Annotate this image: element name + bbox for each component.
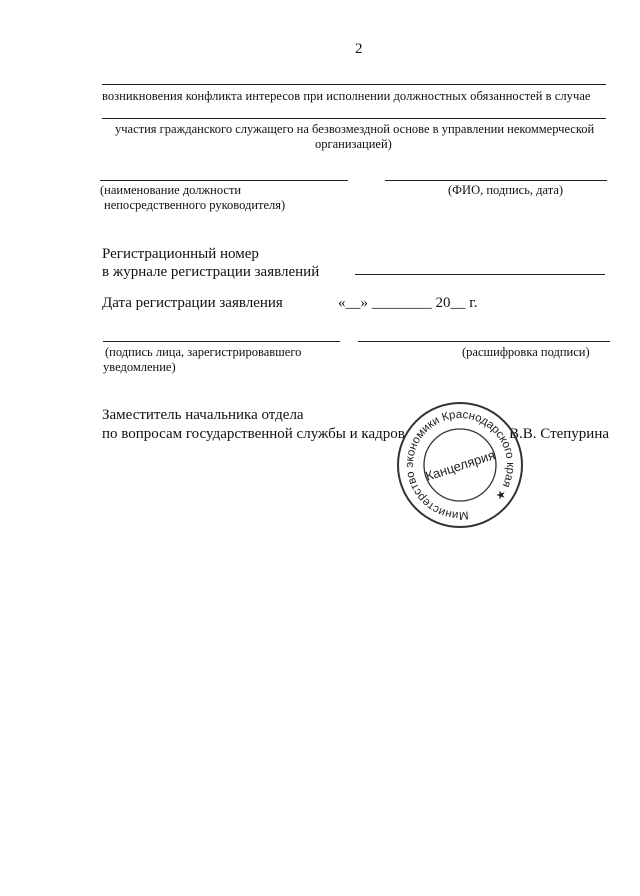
manager-fio-caption: (ФИО, подпись, дата) xyxy=(448,183,564,197)
registrar-signature-line xyxy=(103,341,340,342)
manager-position-caption: (наименование должности xyxy=(100,183,242,197)
page-number: 2 xyxy=(355,41,363,57)
signer-name: В.В. Степурина xyxy=(509,426,610,442)
form-text-line-3: организацией) xyxy=(315,137,392,151)
form-text-line-1: возникновения конфликта интересов при исполнении должностных обязанностей в случае xyxy=(102,89,591,103)
form-text-line-2: участия гражданского служащего на безвозмездной основе в управлении некоммерческой xyxy=(115,122,595,136)
manager-position-line xyxy=(100,180,348,181)
registrar-caption-2: уведомление) xyxy=(103,360,176,374)
reg-number-label-2: в журнале регистрации заявлений xyxy=(102,264,320,280)
decode-line xyxy=(358,341,610,342)
stamp-center-text: Канцелярия xyxy=(423,447,497,484)
manager-position-caption-2: непосредственного руководителя) xyxy=(104,198,286,212)
reg-number-line xyxy=(355,274,605,275)
rule-line-2 xyxy=(102,118,606,119)
registrar-caption: (подпись лица, зарегистрировавшего xyxy=(105,345,302,359)
reg-date-label: Дата регистрации заявления xyxy=(102,295,283,311)
signer-title: Заместитель начальника отдела xyxy=(102,407,304,423)
reg-date-value: «__» ________ 20__ г. xyxy=(338,295,478,311)
manager-fio-line xyxy=(385,180,607,181)
rule-line-1 xyxy=(102,84,606,85)
signer-title-2: по вопросам государственной службы и кадров xyxy=(102,426,405,442)
office-stamp xyxy=(395,400,525,530)
decode-caption: (расшифровка подписи) xyxy=(462,345,590,359)
stamp-ring-text: Министерство экономики Краснодарского края ★ xyxy=(403,408,517,522)
reg-number-label: Регистрационный номер xyxy=(102,246,259,262)
